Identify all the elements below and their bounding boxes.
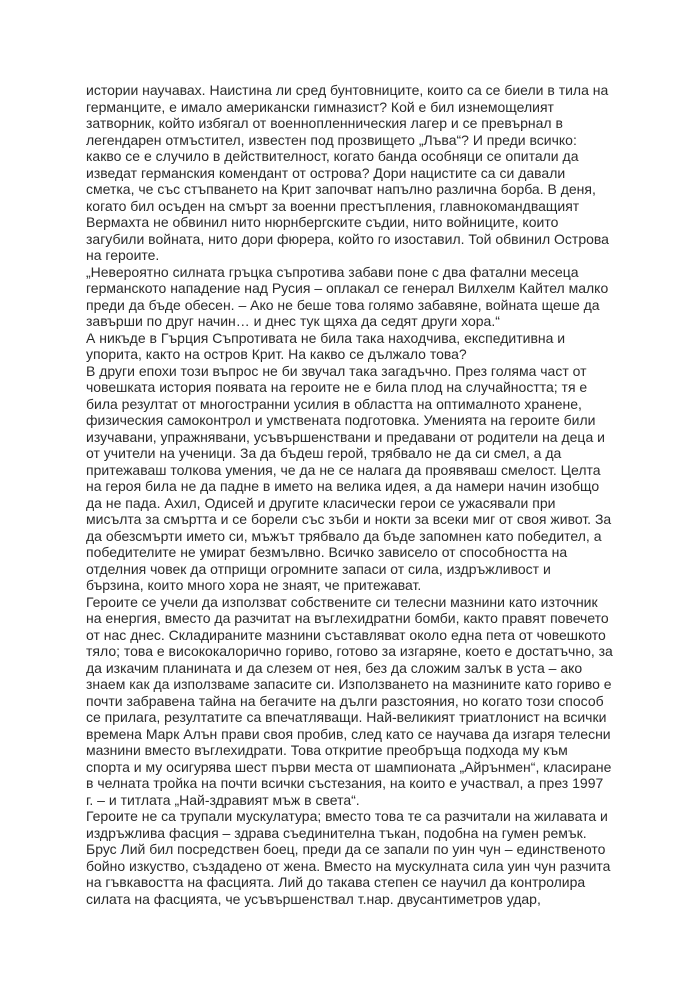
text-line: от нас днес. Складираните мазнини съставляват около една пета от човешкото bbox=[86, 626, 606, 643]
text-line: бойно изкуство, създадено от жена. Вместо на мускулната сила уин чун разчита bbox=[86, 857, 611, 874]
text-line: знаем как да използваме запасите си. Използването на мазнините като гориво е bbox=[86, 676, 612, 692]
text-line: времена Марк Алън прави своя пробив, след като се научава да изгаря телесни bbox=[86, 725, 611, 742]
text-line: изведат германския комендант от острова? Дори нацистите са си давали bbox=[86, 164, 566, 181]
document-body bbox=[86, 82, 618, 907]
text-line: когато бил осъден на смърт за военни престъпления, главнокомандващият bbox=[86, 197, 580, 214]
text-line: притежаваш толкова умения, че да не се налага да проявяваш смелост. Целта bbox=[86, 461, 601, 478]
text-line: физическия самоконтрол и умствената подготовка. Уменията на героите били bbox=[86, 412, 596, 428]
text-line: „Невероятно силната гръцка съпротива забави поне с два фатални месеца bbox=[86, 263, 579, 280]
text-line: почти забравена тайна на бегачите на дълги разстояния, но когато този способ bbox=[86, 692, 604, 709]
text-line: загубили войната, нито дори фюрера, който го изоставил. Той обвинил Острова bbox=[86, 230, 609, 247]
text-line: А никъде в Гърция Съпротивата не била така находчива, експедитивна и bbox=[86, 329, 566, 346]
text-line: спорта и му осигурява шест първи места от шампионата „Айрънмен“, класиране bbox=[86, 758, 612, 775]
text-line: мисълта за смъртта и се борели със зъби и нокти за всеки миг от своя живот. За bbox=[86, 511, 612, 527]
text-line: истории научавах. Наистина ли сред бунтовниците, които са се биели в тила на bbox=[86, 82, 609, 98]
text-line: човешката история появата на героите не е била плод на случайността; тя е bbox=[86, 379, 588, 395]
text-line: какво се е случило в действителност, когато банда особняци се опитали да bbox=[86, 148, 579, 164]
text-line: сметка, че със стъпването на Крит започват напълно различна борба. В деня, bbox=[86, 181, 596, 197]
text-line: бързина, които много хора не знаят, че притежават. bbox=[86, 577, 422, 593]
text-line: затворник, който избягал от военнопленническия лагер и се превърнал в bbox=[86, 115, 563, 131]
text-line: преди да бъде обесен. – Ако не беше това голямо забавяне, войната щеше да bbox=[86, 296, 600, 313]
text-line: тяло; това е висококалорично гориво, готово за изгаряне, което е достатъчно, за bbox=[86, 643, 613, 659]
text-line: изучавани, упражнявани, усъвършенствани и предавани от родители на деца и bbox=[86, 428, 605, 445]
text-line: на героите. bbox=[86, 247, 160, 263]
text-line: отделния човек да отприщи огромните запаси от сила, издръжливост и bbox=[86, 560, 551, 577]
text-line: победителите не умират безмълвно. Всичко зависело от способността на bbox=[86, 544, 568, 560]
text-line: на енергия, вместо да разчитат на въглехидратни бомби, както правят повечето bbox=[86, 610, 609, 626]
text-line: германското нападение над Русия – оплакал се генерал Вилхелм Кайтел малко bbox=[86, 280, 609, 296]
text-line: на гъвкавостта на фасцията. Лий до такава степен се научил да контролира bbox=[86, 874, 586, 890]
text-line: Героите се учели да използват собствените си телесни мазнини като източник bbox=[86, 593, 598, 610]
text-line: Вермахта не обвинил нито нюрнбергските съдии, нито войниците, които bbox=[86, 214, 559, 230]
text-line: г. – и титлата „Най-здравият мъж в света“. bbox=[86, 791, 360, 808]
text-line: В други епохи този въпрос не би звучал така загадъчно. През голяма част от bbox=[86, 362, 587, 379]
text-line: Брус Лий бил посредствен боец, преди да се запали по уин чун – единственото bbox=[86, 841, 606, 857]
text-line: германците, е имало американски гимназист? Кой е бил изнемощелият bbox=[86, 98, 554, 115]
text-line: легендарен отмъстител, известен под прозвището „Лъва“? И преди всичко: bbox=[86, 131, 577, 148]
text-line: мазнини вместо въглехидрати. Това откритие преобръща подхода му към bbox=[86, 742, 568, 758]
text-line: Героите не са трупали мускулатура; вместо това те са разчитали на жилавата и bbox=[86, 808, 608, 824]
text-line: завърши по друг начин… и днес тук щяха да седят други хора.“ bbox=[86, 313, 500, 329]
text-line: да изкачим планината и да слезем от нея, без да сложим залък в уста – ако bbox=[86, 659, 583, 676]
text-line: в челната тройка на почти всички състезания, на които е участвал, а през 1997 bbox=[86, 775, 604, 791]
text-line: на героя била не да падне в името на велика идея, а да намери начин изобщо bbox=[86, 478, 600, 494]
text-line: била резултат от многостранни усилия в областта на оптималното хранене, bbox=[86, 395, 582, 412]
text-line: да не пада. Ахил, Одисей и другите класически герои се ужасявали при bbox=[86, 494, 556, 511]
text-line: упорита, както на остров Крит. На какво се дължало това? bbox=[86, 346, 467, 362]
text-line: се прилага, резултатите са впечатляващи. Най-великият триатлонист на всички bbox=[86, 709, 607, 725]
text-line: да обезсмърти името си, мъжът трябвало да бъде запомнен като победител, а bbox=[86, 527, 602, 544]
text-line: издръжлива фасция – здрава съединителна тъкан, подобна на гумен ремък. bbox=[86, 824, 587, 841]
text-line: от учители на ученици. За да бъдеш герой, трябвало не да си смел, а да bbox=[86, 445, 562, 461]
text-line: силата на фасцията, че усъвършенствал т.нар. двусантиметров удар, bbox=[86, 890, 541, 907]
